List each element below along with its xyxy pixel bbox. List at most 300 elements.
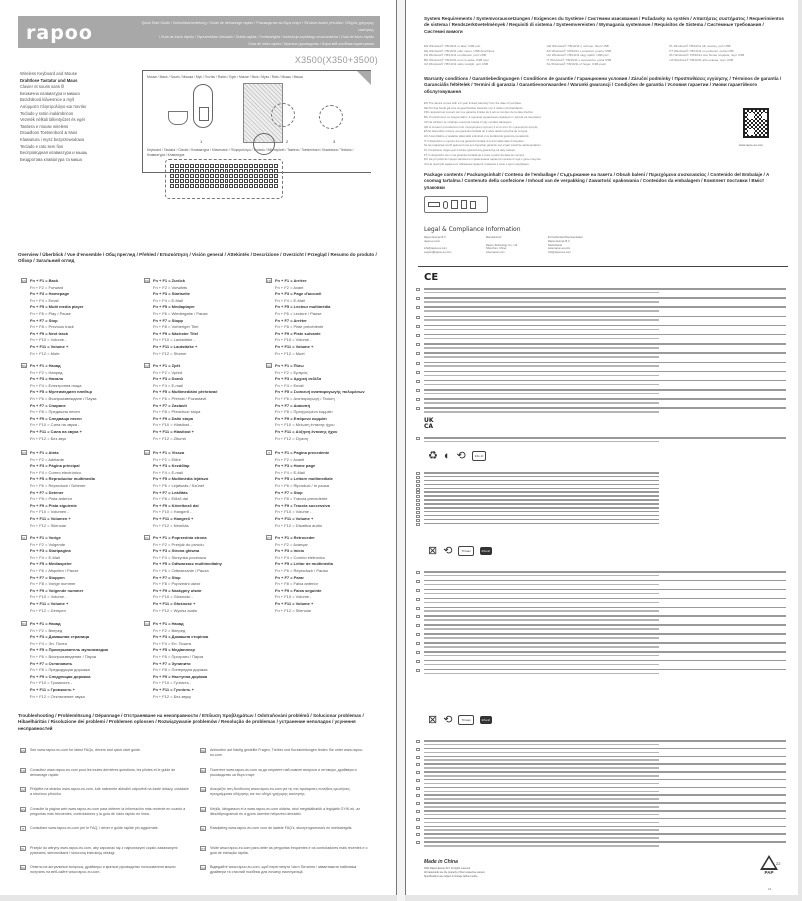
system-requirement: RU Windows® 7/8/10/11 или более поздняя, порт USB bbox=[669, 53, 745, 58]
fn-shortcut: Fn + F11 = Hlasitost + bbox=[153, 428, 195, 434]
fn-shortcut: Fn + F10 = Volumen - bbox=[30, 509, 69, 515]
key-icon bbox=[249, 164, 253, 168]
fn-shortcut: Fn + F2 = Volgende bbox=[30, 541, 66, 547]
fn-key-list-en bbox=[22, 278, 148, 357]
key-icon bbox=[190, 164, 194, 168]
language-flag-icon: DE bbox=[145, 279, 150, 283]
troubleshooting-en: EN See www.rapoo-eu.com for latest FAQs, drivers and quick start guide. bbox=[21, 748, 141, 753]
warranty-line: BG Устройството се предоставя с 2-годишна ограничена гаранция от датата на покупката. bbox=[424, 115, 542, 120]
fn-shortcut: Fn + F9 = Traccia successiva bbox=[275, 502, 330, 508]
language-flag-icon bbox=[416, 523, 420, 526]
language-flag-icon: HU bbox=[201, 807, 206, 812]
fn-shortcut: Fn + F7 = Leállítás bbox=[153, 489, 188, 495]
warranty-line: PT O dispositivo tem uma garantia limitada de 2 anos a partir da data de compra. bbox=[424, 152, 525, 157]
fn-shortcut: Fn + F1 = Назад bbox=[30, 363, 61, 368]
troubleshooting-cz: CZ Přejděte na stránku www.rapoo-eu.com, kde naleznete aktuální odpovědi na časté dotazy, ovladače a stručnou příručku. bbox=[21, 787, 189, 796]
fn-key-list-fr bbox=[267, 278, 393, 357]
language-flag-icon bbox=[416, 480, 420, 483]
fn-shortcut: Fn + F1 = Arrière bbox=[275, 278, 307, 283]
language-flag-icon bbox=[416, 325, 420, 328]
fn-shortcut: Fn + F10 = Lautstärke - bbox=[153, 337, 195, 343]
fn-shortcut: Fn + F1 = Back bbox=[30, 278, 59, 283]
fn-shortcut: Fn + F2 = Avanti bbox=[275, 456, 305, 462]
fn-shortcut: Fn + F10 = Гучність - bbox=[153, 680, 192, 686]
fn-shortcut: Fn + F5 = Медіаплеєр bbox=[153, 647, 195, 653]
language-flag-icon bbox=[416, 833, 420, 836]
fn-shortcut: Fn + F1 = Πίσω bbox=[275, 363, 304, 368]
fn-shortcut: Fn + F8 = Предыдущая дорожка bbox=[30, 667, 90, 673]
corner-tag-icon bbox=[357, 71, 371, 85]
key-icon bbox=[170, 174, 174, 178]
weee-icons-2 bbox=[428, 713, 492, 726]
key-icon bbox=[215, 164, 219, 168]
fn-shortcut: Fn + F8 = Vorige nummer bbox=[30, 581, 76, 587]
key-icon bbox=[229, 174, 233, 178]
fn-shortcut: Fn + F9 = Piste suivante bbox=[275, 330, 321, 336]
key-icon bbox=[229, 179, 233, 183]
key-icon bbox=[180, 174, 184, 178]
language-flag-icon bbox=[416, 589, 420, 592]
fn-shortcut: Fn + F10 = Głośność - bbox=[153, 594, 193, 600]
fn-shortcut: Fn + F4 = Email bbox=[30, 297, 59, 303]
warranty-line: ES El dispositivo incluye una garantía limitada de 2 años desde la fecha de compra. bbox=[424, 129, 529, 134]
fn-shortcut: Fn + F2 = Вперед bbox=[153, 627, 186, 633]
fn-shortcut: Fn + F3 = Page d'accueil bbox=[275, 291, 322, 297]
key-icon bbox=[244, 174, 248, 178]
legal-line: support@rapoo-eu.com bbox=[424, 251, 452, 255]
fn-shortcut: Fn + F12 = Silenciar bbox=[275, 607, 312, 613]
language-flag-icon bbox=[416, 660, 420, 663]
fn-shortcut: Fn + F4 = Ел. Пошта bbox=[153, 640, 191, 646]
step-1: 1 bbox=[200, 139, 203, 144]
key-icon bbox=[269, 174, 273, 178]
step-3: 3 bbox=[333, 139, 336, 144]
key-icon bbox=[180, 164, 184, 168]
key-icon bbox=[190, 184, 194, 188]
language-flag-icon bbox=[416, 794, 420, 797]
fn-shortcut: Fn + F1 = Назад bbox=[153, 621, 184, 626]
fn-shortcut: Fn + F11 = Volume + bbox=[275, 600, 314, 606]
key-icon bbox=[200, 164, 204, 168]
key-icon bbox=[180, 169, 184, 173]
fn-shortcut: Fn + F4 = E-Mail bbox=[30, 554, 60, 560]
language-flag-icon: RU bbox=[22, 622, 27, 626]
triman-icon-3: ⟲ bbox=[443, 714, 453, 726]
key-icon bbox=[244, 164, 248, 168]
fn-shortcut: Fn + F6 = Riproduci / In pausa bbox=[275, 482, 330, 488]
key-icon bbox=[195, 169, 199, 173]
product-name-list: Wireless Keyboard and Mouse Drahtlose Tastatur und Maus Clavier et souris sans fil Безжична клавиатура и мишка Bezdrátová klávesnice a myš Ασύρματο πληκτρολόγιο και ποντίκι Teclado y ratón inalámbricos Vezeték nélküli billentyűzet és egér Tastiera e mouse wireless Draadloos Toetsenbord & Muis Klawiatura i mysz bezprzewodowa Teclado e rato sem fios Беспроводная клавиатура и мышь Бездротова клавіатура та миша bbox=[20, 71, 88, 162]
language-flag-icon bbox=[416, 607, 420, 610]
key-icon bbox=[229, 169, 233, 173]
ukca-mark-icon: UK CA bbox=[424, 417, 434, 430]
language-flag-icon: HU bbox=[145, 451, 150, 455]
fn-shortcut: Fn + F3 = Domů bbox=[153, 376, 184, 382]
warranty-line: EN The device comes with a 2-year limited warranty from the date of purchase. bbox=[424, 101, 522, 105]
language-flag-icon: GR bbox=[201, 788, 206, 792]
language-flag-icon bbox=[416, 740, 420, 743]
fn-shortcut: Fn + F11 = Гучність + bbox=[153, 686, 194, 692]
key-icon bbox=[185, 179, 189, 183]
language-flag-icon: ES bbox=[21, 807, 26, 812]
key-icon bbox=[259, 174, 263, 178]
key-icon bbox=[239, 184, 243, 188]
system-requirement: FR Windows® 7/8/10/11 ou ultérieur, port USB bbox=[424, 53, 486, 58]
language-flag-icon bbox=[416, 580, 420, 583]
troubleshooting-de: DE Antworten auf häufig gestellte Fragen, Treiber und Kurzanleitungen finden Sie unter www.rapoo-eu.com. bbox=[201, 748, 364, 757]
fn-shortcut: Fn + F2 = Vpřed bbox=[153, 369, 183, 375]
fn-shortcut: Fn + F6 = Afspelen / Pauze bbox=[30, 567, 79, 573]
triman-label: Triman bbox=[458, 546, 473, 556]
fn-shortcut: Fn + F4 = Correio eletrónico bbox=[275, 554, 326, 560]
warranty-line: NL Het apparaat wordt geleverd met een beperkte garantie van 2 jaar vanaf de aankoopdatum. bbox=[424, 143, 542, 148]
fn-shortcut: Fn + F8 = Předchozí stopa bbox=[153, 409, 201, 415]
key-icon bbox=[205, 174, 209, 178]
fn-shortcut: Fn + F1 = Назад bbox=[30, 621, 61, 626]
weee-icons-1 bbox=[428, 544, 492, 557]
fn-key-list-it bbox=[267, 450, 393, 529]
fn-shortcut: Fn + F1 = Vissza bbox=[153, 450, 185, 455]
key-icon bbox=[249, 174, 253, 178]
rapoo-logo: rapoo bbox=[26, 22, 93, 44]
fn-shortcut: Fn + F12 = Wycisz audio bbox=[153, 607, 198, 613]
key-icon bbox=[229, 164, 233, 168]
fn-shortcut: Fn + F5 = Multi media player bbox=[30, 304, 84, 310]
warranty-line: FR L'appareil est couvert par une garantie limitée de 2 ans à compter de la date d'achat. bbox=[424, 110, 534, 115]
fn-shortcut: Fn + F2 = Εμπρός bbox=[275, 369, 308, 375]
fn-shortcut: Fn + F5 = Συσκευή αναπαραγωγής πολυμέσων bbox=[275, 389, 365, 395]
fn-shortcut: Fn + F1 = Vorige bbox=[30, 535, 61, 540]
keyboard-battery-zoom-icon bbox=[253, 133, 275, 155]
fn-key-list-de bbox=[145, 278, 271, 357]
key-icon bbox=[220, 169, 224, 173]
mouse-icon bbox=[443, 201, 448, 209]
overview-title: Overview / Überblick / Vue d'ensemble / Общ преглед / Přehled / Επισκόπηση / Visión general / Áttekintés / Descrizione / Overzicht / Przegląd / Resumo do produto / Обзор / Загальний огляд bbox=[18, 252, 377, 264]
fn-key-list-bg bbox=[22, 363, 148, 442]
warranty-line: RU На устройство предоставляется ограниченная гарантия сроком 2 года с даты покупки. bbox=[424, 157, 542, 162]
key-icon bbox=[215, 169, 219, 173]
language-flag-icon bbox=[416, 371, 420, 374]
package-contents-icons bbox=[424, 196, 488, 213]
key-icon bbox=[215, 179, 219, 183]
key-icon bbox=[234, 174, 238, 178]
fn-shortcut: Fn + F9 = Следваща песен bbox=[30, 415, 82, 421]
legal-line: www.rapoo.com bbox=[486, 251, 505, 255]
fn-shortcut: Fn + F6 = Reproduzir / Pausa bbox=[275, 567, 328, 573]
language-flag-icon: BG bbox=[22, 364, 27, 368]
warranty-list bbox=[424, 101, 669, 167]
language-flag-icon bbox=[416, 826, 420, 829]
language-flag-icon bbox=[416, 748, 420, 751]
fn-shortcut: Fn + F9 = Nächster Titel bbox=[153, 330, 199, 336]
key-icon bbox=[254, 174, 258, 178]
key-icon bbox=[190, 169, 194, 173]
fn-shortcut: Fn + F11 = Volume + bbox=[30, 600, 69, 606]
language-flag-icon bbox=[416, 398, 420, 401]
language-flag-icon bbox=[416, 362, 420, 365]
language-flag-icon bbox=[416, 519, 420, 522]
language-flag-icon bbox=[416, 642, 420, 645]
key-icon bbox=[195, 164, 199, 168]
guide-title-languages: Quick Start Guide / Schnellstartanleitung / Guide de démarrage rapide / Ръководство за бърз старт / Stručná úvodní příručka / Οδηγός γρήγορης εκκίνησης / Guía de inicio rápido / Gyorsindítási útmutató / Guida rapida / Snelstartgids / Instrukcja szybkiego uruchomienia / Guia de início rápido Guía de inicio rápido / Краткое руководство / Короткий посібник користувача bbox=[141, 21, 374, 46]
language-flag-icon bbox=[416, 802, 420, 805]
recycle-icon: ♻ bbox=[428, 450, 438, 462]
fn-shortcut: Fn + F7 = Διακοπή bbox=[275, 402, 311, 408]
fn-shortcut: Fn + F5 = Мултимедиен плейър bbox=[30, 389, 93, 395]
fn-shortcut: Fn + F5 = Reproductor multimedia bbox=[30, 476, 95, 482]
recycling-text bbox=[424, 472, 786, 526]
language-flag-icon bbox=[416, 491, 420, 494]
language-flag-icon: PT bbox=[201, 846, 205, 851]
key-icon bbox=[175, 179, 179, 183]
language-flag-icon: PL bbox=[145, 536, 149, 540]
language-flag-icon bbox=[416, 334, 420, 337]
keyboard-illustration bbox=[165, 159, 283, 199]
fn-shortcut: Fn + F9 = Pista siguiente bbox=[30, 502, 77, 508]
key-icon bbox=[205, 184, 209, 188]
fn-shortcut: Fn + F9 = Наступна доріжка bbox=[153, 673, 208, 679]
warranty-line: IT Il dispositivo è coperto da una garanzia limitata di 2 anni dalla data di acquisto. bbox=[424, 138, 525, 143]
fn-shortcut: Fn + F6 = Wiedergabe / Pause bbox=[153, 310, 208, 316]
language-flag-icon bbox=[416, 818, 420, 821]
fn-shortcut: Fn + F5 = Odtwarzacz multimedialny bbox=[153, 561, 222, 567]
fn-shortcut: Fn + F3 = Kezdőlap bbox=[153, 463, 190, 469]
key-icon bbox=[259, 169, 263, 173]
fn-shortcut: Fn + F10 = Μείωση έντασης ήχου bbox=[275, 422, 335, 428]
key-icon bbox=[239, 179, 243, 183]
fn-shortcut: Fn + F8 = Pista anterior bbox=[30, 496, 73, 502]
language-flag-icon: DE bbox=[201, 749, 206, 753]
language-flag-icon bbox=[416, 503, 420, 506]
fn-shortcut: Fn + F6 = Přehrát / Pozastavit bbox=[153, 395, 207, 401]
fn-shortcut: Fn + F8 = Piste précédente bbox=[275, 324, 324, 330]
language-flag-icon: UA bbox=[145, 622, 150, 626]
triman-icon-2: ⟲ bbox=[443, 545, 453, 557]
fn-shortcut: Fn + F1 = Retroceder bbox=[275, 535, 315, 540]
fn-shortcut: Fn + F9 = Следующая дорожка bbox=[30, 673, 91, 679]
key-icon bbox=[234, 184, 238, 188]
fn-shortcut: Fn + F9 = Następny utwór bbox=[153, 587, 202, 593]
legal-line: Manufacturer: bbox=[486, 236, 503, 239]
language-flag-icon bbox=[416, 669, 420, 672]
language-flag-icon: PL bbox=[21, 846, 25, 851]
legal-line: EU Authorised Representative bbox=[548, 236, 583, 239]
warranty-line: UA На пристрій надається обмежена гарантія терміном 2 роки з дати придбання. bbox=[424, 162, 530, 167]
fn-shortcut: Fn + F7 = Stop bbox=[30, 317, 58, 323]
system-requirement: PT Windows® 7/8/10/11 ou posterior, porta USB bbox=[669, 48, 734, 53]
key-icon bbox=[249, 184, 253, 188]
system-requirements-list bbox=[424, 44, 784, 67]
switch-zoom-icon bbox=[319, 105, 343, 129]
warranty-title: Warranty conditions / Garantiebedingungen / Conditions de garantie / Гаранционни условия / Záruční podmínky / Προϋποθέσεις εγγύησης / Términos de garantía / Garanciális feltételek / Termini di garanzia / Garantievoorwaarden / Warunki gwarancji / Condições de garantia / Условия гарантии / Умови гарантійного обслуговування bbox=[424, 76, 782, 94]
fn-shortcut: Fn + F7 = Stop bbox=[275, 489, 303, 495]
fn-shortcut: Fn + F5 = Проигрыватель мультимедиа bbox=[30, 647, 108, 653]
language-flag-icon: RU bbox=[21, 866, 26, 870]
troubleshooting-es: ES Consulte la página web www.rapoo-eu.com para obtener la información más reciente en cuanto a preguntas más frecuentes, controladores y la guía de inicio rápido en línea. bbox=[21, 806, 186, 816]
made-in-china: Made in China bbox=[424, 859, 458, 865]
fn-shortcut: Fn + F4 = Эл. Почта bbox=[30, 640, 67, 646]
system-requirement: EN Windows® 7/8/10/11 or later, USB port bbox=[424, 44, 481, 48]
fn-shortcut: Fn + F8 = Traccia precedente bbox=[275, 496, 328, 502]
key-icon bbox=[264, 174, 268, 178]
key-icon bbox=[274, 179, 278, 183]
language-flag-icon bbox=[416, 651, 420, 654]
key-icon bbox=[210, 174, 214, 178]
key-icon bbox=[269, 179, 273, 183]
system-requirement: NL Windows® 7/8/10/11 of hoger, USB-poort bbox=[546, 62, 607, 67]
fn-key-list-pt bbox=[267, 535, 393, 614]
key-icon bbox=[264, 184, 268, 188]
green-dot-icon: ◐ bbox=[443, 449, 451, 462]
key-icon bbox=[269, 169, 273, 173]
fn-shortcut: Fn + F7 = Detener bbox=[30, 489, 64, 495]
troubleshooting-fr: FR Consultez www.rapoo-eu.com pour les toutes dernières questions, les pilotes et le guide de démarrage rapide. bbox=[21, 767, 176, 777]
language-flag-icon bbox=[416, 495, 420, 498]
warranty-line: DE Für das Gerät gilt eine eingeschränkte Garantie von 2 Jahren ab Kaufdatum. bbox=[424, 105, 524, 110]
system-requirement: DE Windows® 7/8/10/11 oder neuer, USB-Anschluss bbox=[424, 48, 495, 53]
fn-shortcut: Fn + F2 = Forward bbox=[30, 284, 64, 290]
key-icon bbox=[249, 179, 253, 183]
fn-shortcut: Fn + F6 = Odtwarzanie / Pauza bbox=[153, 567, 209, 573]
language-flag-icon: GR bbox=[267, 364, 272, 368]
left-page bbox=[0, 0, 397, 895]
fn-shortcut: Fn + F7 = Stop bbox=[153, 574, 181, 580]
package-contents-title: Package contents / Packungsinhalt / Contenu de l'emballage / Съдържание на пакета / Obsah balení / Περιεχόμενα συσκευασίας / Contenido del Embalaje / A csomag tartalma / Contenuto della confezione / Inhoud van de verpakking / Zawartość opakowania / Conteúdos da embalagem / Комплект поставки / Вміст упаковки bbox=[424, 172, 770, 190]
warranty-line: HU A készülékre a vásárlás dátumától számított 2 év korlátozott garancia vonatkozik. bbox=[424, 133, 530, 138]
language-flag-icon bbox=[416, 810, 420, 813]
key-icon bbox=[200, 179, 204, 183]
step-2: 2 bbox=[286, 139, 289, 144]
language-flag-icon: IT bbox=[21, 827, 25, 831]
language-flag-icon bbox=[416, 499, 420, 502]
keyboard-icon bbox=[428, 202, 440, 207]
language-flag-icon bbox=[416, 841, 420, 844]
key-icon bbox=[185, 174, 189, 178]
language-flag-icon: FR bbox=[21, 768, 25, 773]
fn-key-list-nl bbox=[22, 535, 148, 614]
fn-shortcut: Fn + F12 = Σίγαση bbox=[275, 435, 309, 441]
language-flag-icon bbox=[416, 380, 420, 383]
key-icon bbox=[234, 164, 238, 168]
language-flag-icon bbox=[416, 484, 420, 487]
language-flag-icon bbox=[416, 306, 420, 309]
fn-shortcut: Fn + F12 = Dempen bbox=[30, 607, 66, 613]
key-icon bbox=[185, 164, 189, 168]
key-icon bbox=[215, 184, 219, 188]
key-icon bbox=[195, 179, 199, 183]
legal-line: Shenzhen, China bbox=[486, 247, 506, 251]
key-icon bbox=[190, 179, 194, 183]
fn-shortcut: Fn + F7 = Parar bbox=[275, 574, 304, 580]
troubleshooting-ua: UA Відвідайте www.rapoo-eu.com, щоб переглянути Часті Питання / завантажити найновіші драйвери та стислий посібник для початку експлуатації. bbox=[201, 865, 357, 874]
fn-shortcut: Fn + F4 = E-mail bbox=[153, 469, 183, 475]
fn-shortcut: Fn + F11 = Громкость + bbox=[30, 686, 76, 692]
warranty-line: GR Η συσκευή συνοδεύεται από περιορισμένη εγγύηση 2 ετών από την ημερομηνία αγοράς. bbox=[424, 124, 539, 129]
key-icon bbox=[220, 179, 224, 183]
fn-shortcut: Fn + F3 = Strona główna bbox=[153, 548, 200, 554]
legal-line: www.rapoo-eu.com bbox=[548, 247, 571, 251]
fn-key-list-gr bbox=[267, 363, 393, 442]
key-icon bbox=[259, 164, 263, 168]
fn-shortcut: Fn + F8 = Poprzedni utwór bbox=[153, 581, 201, 587]
fn-shortcut: Fn + F4 = Email bbox=[275, 382, 304, 388]
weee-text bbox=[424, 571, 786, 678]
language-flag-icon bbox=[416, 615, 420, 618]
fn-shortcut: Fn + F5 = Lecteur multimédia bbox=[275, 304, 331, 310]
system-requirement: IT Windows® 7/8/10/11 o successivo, porta USB bbox=[546, 57, 612, 62]
key-icon bbox=[254, 184, 258, 188]
warranty-line: CZ Na zařízení se vztahuje omezená záruka 2 roky od data zakoupení. bbox=[424, 119, 513, 124]
language-flag-icon: ES bbox=[22, 451, 27, 455]
right-page bbox=[405, 0, 798, 895]
fn-shortcut: Fn + F2 = Przejdź do przodu bbox=[153, 541, 204, 547]
key-icon bbox=[170, 179, 174, 183]
fn-shortcut: Fn + F9 = Következő dal bbox=[153, 502, 199, 508]
fn-shortcut: Fn + F3 = Início bbox=[275, 548, 305, 554]
key-icon bbox=[210, 179, 214, 183]
troubleshooting-nl: NL Raadpleeg www.rapoo-eu.com voor de laatste FAQ's, stuurprogramma's en snelstartgids. bbox=[201, 826, 353, 831]
key-icon bbox=[274, 174, 278, 178]
key-icon bbox=[220, 184, 224, 188]
language-flag-icon bbox=[416, 297, 420, 300]
fn-shortcut: Fn + F2 = Vorwärts bbox=[153, 284, 188, 290]
key-icon bbox=[229, 184, 233, 188]
fn-shortcut: Fn + F2 = Вперед bbox=[30, 627, 63, 633]
fn-shortcut: Fn + F3 = Домашняя страница bbox=[30, 634, 90, 640]
fn-shortcut: Fn + F3 = Αρχική σελίδα bbox=[275, 376, 322, 382]
key-icon bbox=[210, 169, 214, 173]
key-icon bbox=[180, 184, 184, 188]
fn-shortcut: Fn + F9 = Faixa seguinte bbox=[275, 587, 322, 593]
battery-disposal-text bbox=[424, 740, 786, 849]
legal-title: Legal & Compliance Information bbox=[424, 226, 521, 233]
system-requirement: PL Windows® 7/8/10/11 lub nowszy, port USB bbox=[669, 44, 731, 48]
key-icon bbox=[200, 184, 204, 188]
language-flag-icon bbox=[416, 511, 420, 514]
divider bbox=[418, 266, 788, 267]
key-icon bbox=[175, 174, 179, 178]
troubleshooting-hu: HU Kérjük, látogasson el a www.rapoo-eu.com oldalra, ahol megtalálhatók a legújabb GYIK-ek, az illesztőprogramok és a gyors üzembe helyezési útmutató. bbox=[201, 806, 361, 816]
fn-shortcut: Fn + F10 = Volume - bbox=[275, 337, 312, 343]
language-flag-icon bbox=[416, 288, 420, 291]
fn-shortcut: Fn + F11 = Volume + bbox=[275, 343, 314, 349]
fn-shortcut: Fn + F4 = Correo electrónico bbox=[30, 469, 82, 475]
language-flag-icon: CZ bbox=[21, 788, 25, 792]
key-icon bbox=[234, 179, 238, 183]
page-gutter bbox=[397, 0, 405, 901]
fn-shortcut: Fn + F10 = Volume - bbox=[275, 594, 312, 600]
copyright-lines: 2024 Rapoo Europe B.V. All rights reserved. All trademarks are the property of their respective owners. Specifications are subject to change without notice. bbox=[424, 867, 486, 878]
language-flag-icon bbox=[416, 316, 420, 319]
fn-shortcut: Fn + F10 = Volume - bbox=[30, 337, 67, 343]
fn-shortcut: Fn + F12 = Silenciar bbox=[30, 522, 67, 528]
fn-shortcut: Fn + F12 = Némítás bbox=[153, 522, 189, 528]
fn-shortcut: Fn + F1 = Zurück bbox=[153, 278, 186, 283]
key-icon bbox=[225, 174, 229, 178]
battery-cover-icon bbox=[168, 111, 188, 125]
fn-shortcut: Fn + F8 = Előző dal bbox=[153, 496, 188, 502]
triman-label-2: Triman bbox=[458, 715, 473, 725]
fn-shortcut: Fn + F5 = Leitor de multimédia bbox=[275, 561, 333, 567]
fn-shortcut: Fn + F9 = Další stopa bbox=[153, 415, 194, 421]
recycling-icons bbox=[428, 449, 486, 462]
key-icon bbox=[239, 164, 243, 168]
language-flag-icon: FR bbox=[267, 279, 271, 283]
legal-line: info@rapoo-eu.com bbox=[424, 247, 447, 251]
fn-shortcut: Fn + F11 = Volumen + bbox=[30, 515, 71, 521]
troubleshooting-it: IT Consultare www.rapoo-eu.com per le FAQ, i driver e guide rapide più aggiornate. bbox=[21, 826, 159, 831]
fn-shortcut: Fn + F11 = Αύξηση έντασης ήχου bbox=[275, 428, 338, 434]
